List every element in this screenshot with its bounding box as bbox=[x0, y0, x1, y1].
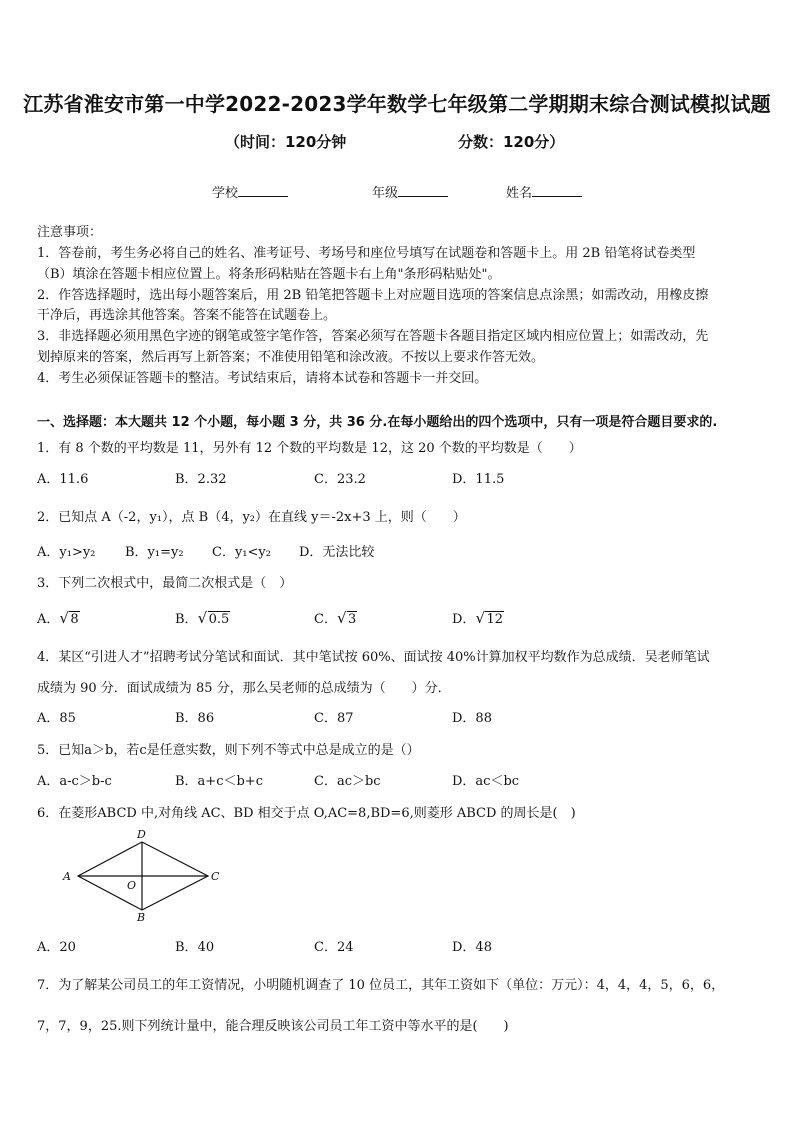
q3-option-a bbox=[37, 608, 80, 627]
notice-line: 干净后，再选涂其他答案。答案不能答在试题卷上。 bbox=[37, 308, 337, 323]
school-field bbox=[212, 182, 288, 201]
exam-time: （时间：120分钟 bbox=[225, 133, 347, 151]
q3-option-d bbox=[452, 608, 504, 627]
vertex-label-c: C bbox=[211, 870, 220, 883]
q3-option-d-label: D． bbox=[452, 612, 476, 627]
q5-option-b: B．a+c＜b+c bbox=[175, 774, 263, 789]
q3-option-a-label: A． bbox=[37, 612, 60, 627]
q6-option-a: A．20 bbox=[37, 940, 76, 955]
q4-option-b: B．86 bbox=[175, 711, 215, 726]
notice-heading: 注意事项： bbox=[37, 225, 103, 240]
name-field bbox=[506, 182, 582, 201]
q3-option-b-label: B． bbox=[175, 612, 198, 627]
notice-line: 2．作答选择题时，选出每小题答案后，用 2B 铅笔把答题卡上对应题目选项的答案信息点涂黑；如需改动，用橡皮擦 bbox=[37, 288, 709, 303]
q1-option-c: C．23.2 bbox=[314, 472, 366, 487]
school-label: 学校 bbox=[212, 186, 239, 201]
question-7-stem-line1: 7．为了解某公司员工的年工资情况，小明随机调查了 10 位员工，其年工资如下（单位：万元）：4，4，4，5，6，6， bbox=[37, 978, 725, 993]
question-5-stem: 5．已知a＞b，若c是任意实数，则下列不等式中总是成立的是（） bbox=[37, 743, 420, 758]
question-6-stem: 6．在菱形ABCD 中,对角线 AC、BD 相交于点 O,AC=8,BD=6,则菱形 ABCD 的周长是( ) bbox=[37, 806, 576, 821]
exam-title: 江苏省淮安市第一中学2022-2023学年数学七年级第二学期期末综合测试模拟试题 bbox=[23, 92, 771, 116]
q5-option-a: A．a-c＞b-c bbox=[37, 774, 112, 789]
question-4-stem-line2: 成绩为 90 分．面试成绩为 85 分，那么吴老师的总成绩为（ ）分． bbox=[37, 681, 451, 696]
q1-option-d: D．11.5 bbox=[452, 472, 505, 487]
center-label-o: O bbox=[127, 879, 137, 892]
vertex-label-d: D bbox=[137, 828, 146, 841]
q4-option-d: D．88 bbox=[452, 711, 492, 726]
q5-option-c: C．ac＞bc bbox=[314, 774, 381, 789]
q2-option-b: B．y₁=y₂ bbox=[125, 545, 184, 560]
q2-option-d: D．无法比较 bbox=[299, 545, 375, 560]
notice-line: 4．考生必须保证答题卡的整洁。考试结束后，请将本试卷和答题卡一并交回。 bbox=[37, 371, 488, 386]
grade-label: 年级 bbox=[372, 186, 399, 201]
rhombus-figure bbox=[58, 828, 228, 924]
q3-option-b bbox=[175, 608, 230, 627]
name-label: 姓名 bbox=[506, 186, 533, 201]
question-2-stem: 2．已知点 A（-2，y₁），点 B（4，y₂）在直线 y＝-2x+3 上，则（ ） bbox=[37, 510, 466, 525]
school-blank bbox=[238, 184, 288, 197]
q6-option-c: C．24 bbox=[314, 940, 354, 955]
grade-blank bbox=[398, 184, 448, 197]
q3-radicand-b: 0.5 bbox=[208, 612, 230, 627]
q4-option-c: C．87 bbox=[314, 711, 354, 726]
question-3-stem: 3．下列二次根式中，最简二次根式是（ ） bbox=[37, 576, 293, 591]
q3-option-c-label: C． bbox=[314, 612, 337, 627]
q6-option-b: B．40 bbox=[175, 940, 215, 955]
vertex-label-a: A bbox=[63, 870, 71, 883]
q1-option-b: B．2.32 bbox=[175, 472, 227, 487]
q3-radicand-a: 8 bbox=[70, 612, 79, 627]
section-heading: 一、选择题：本大题共 12 个小题，每小题 3 分，共 36 分.在每小题给出的四个选项中，只有一项是符合题目要求的. bbox=[37, 415, 718, 430]
q2-option-c: C．y₁<y₂ bbox=[212, 545, 271, 560]
q3-radicand-c: 3 bbox=[347, 612, 357, 627]
sqrt-symbol: √ 8 bbox=[59, 609, 79, 627]
q3-radicand-d: 12 bbox=[486, 612, 503, 627]
question-4-stem-line1: 4．某区“引进人才”招聘考试分笔试和面试．其中笔试按 60%、面试按 40%计算加权平均数作为总成绩．吴老师笔试 bbox=[37, 650, 710, 665]
exam-score: 分数：120分） bbox=[458, 133, 565, 151]
notice-line: （B）填涂在答题卡相应位置上。将条形码粘贴在答题卡右上角"条形码粘贴处"。 bbox=[37, 267, 501, 282]
notice-line: 3．非选择题必须用黑色字迹的钢笔或签字笔作答，答案必须写在答题卡各题目指定区域内相应位置上；如需改动，先 bbox=[37, 329, 709, 344]
q4-option-a: A．85 bbox=[37, 711, 76, 726]
question-7-stem-line2: 7，7，9，25.则下列统计量中，能合理反映该公司员工年工资中等水平的是( ) bbox=[37, 1019, 509, 1034]
vertex-label-b: B bbox=[137, 911, 146, 924]
q5-option-d: D．ac＜bc bbox=[452, 774, 520, 789]
q3-option-c bbox=[314, 608, 357, 627]
q2-option-a: A．y₁>y₂ bbox=[37, 545, 96, 560]
grade-field bbox=[372, 182, 448, 201]
name-blank bbox=[532, 184, 582, 197]
sqrt-symbol: √ 12 bbox=[475, 609, 503, 627]
sqrt-symbol: √ 0.5 bbox=[197, 609, 230, 627]
notice-line: 划掉原来的答案，然后再写上新答案；不准使用铅笔和涂改液。不按以上要求作答无效。 bbox=[37, 350, 545, 365]
q1-option-a: A．11.6 bbox=[37, 472, 89, 487]
question-1-stem: 1．有 8 个数的平均数是 11，另外有 12 个数的平均数是 12，这 20 个数的平均数是（ ） bbox=[37, 441, 582, 456]
sqrt-symbol: √ 3 bbox=[336, 609, 357, 627]
q6-option-d: D．48 bbox=[452, 940, 492, 955]
notice-line: 1．答卷前，考生务必将自己的姓名、准考证号、考场号和座位号填写在试题卷和答题卡上。用 2B 铅笔将试卷类型 bbox=[37, 246, 696, 261]
